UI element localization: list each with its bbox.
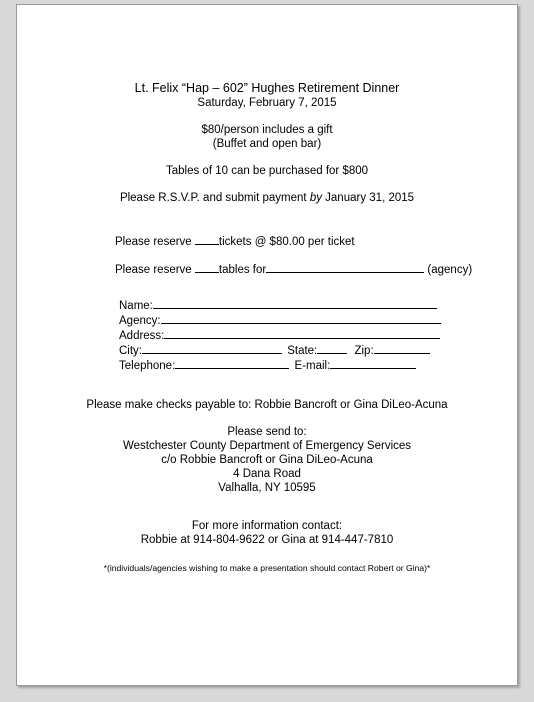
- agency-blank[interactable]: [266, 261, 424, 273]
- tables-count-blank[interactable]: [195, 261, 219, 273]
- reserve-tables-suffix: (agency): [424, 264, 473, 276]
- name-label: Name:: [119, 300, 153, 312]
- email-field[interactable]: [330, 357, 416, 369]
- name-field[interactable]: [153, 297, 437, 309]
- telephone-label: Telephone:: [119, 360, 176, 372]
- price-line: $80/person includes a gift: [201, 124, 333, 136]
- contact-line: Robbie at 914-804-9622 or Gina at 914-447-7810: [140, 534, 394, 546]
- reserve-tickets-suffix: tickets @ $80.00 per ticket: [218, 236, 355, 248]
- rsvp-after: January 31, 2015: [321, 192, 415, 204]
- state-label: State:: [287, 345, 318, 357]
- event-date: Saturday, February 7, 2015: [197, 97, 337, 109]
- rsvp-before: Please R.S.V.P. and submit payment: [119, 192, 310, 204]
- contact-heading: For more information contact:: [191, 520, 343, 532]
- zip-label: Zip:: [354, 345, 374, 357]
- telephone-field[interactable]: [175, 357, 289, 369]
- address-field[interactable]: [164, 327, 440, 339]
- checks-line: Please make checks payable to: Robbie Bancroft or Gina DiLeo-Acuna: [86, 399, 448, 411]
- state-field[interactable]: [317, 342, 347, 354]
- city-label: City:: [119, 345, 142, 357]
- reserve-tables-prefix: Please reserve: [115, 264, 195, 276]
- reserve-tables-middle: tables for: [218, 264, 267, 276]
- reserve-tickets-prefix: Please reserve: [115, 236, 195, 248]
- send-line: 4 Dana Road: [233, 468, 301, 480]
- agency-label: Agency:: [119, 315, 161, 327]
- flyer-page: [16, 4, 518, 686]
- address-label: Address:: [119, 330, 165, 342]
- send-heading: Please send to:: [227, 426, 307, 438]
- price-note: (Buffet and open bar): [212, 138, 322, 150]
- send-line: Westchester County Department of Emergency Services: [122, 440, 412, 452]
- form-telephone-row: [119, 357, 416, 374]
- rsvp-by: by: [309, 192, 322, 204]
- reserve-tickets-line: [115, 233, 355, 250]
- reserve-tables-line: [115, 261, 472, 278]
- email-label: E-mail:: [294, 360, 331, 372]
- send-line: c/o Robbie Bancroft or Gina DiLeo-Acuna: [161, 454, 373, 466]
- zip-field[interactable]: [374, 342, 430, 354]
- footnote: *(individuals/agencies wishing to make a presentation should contact Robert or Gina)*: [103, 563, 431, 573]
- rsvp-line: [17, 191, 517, 206]
- send-line: Valhalla, NY 10595: [218, 482, 316, 494]
- event-title: Lt. Felix “Hap – 602” Hughes Retirement Dinner: [134, 81, 400, 95]
- tables-line: Tables of 10 can be purchased for $800: [165, 165, 369, 177]
- city-field[interactable]: [142, 342, 282, 354]
- agency-field[interactable]: [161, 312, 441, 324]
- tickets-count-blank[interactable]: [195, 233, 219, 245]
